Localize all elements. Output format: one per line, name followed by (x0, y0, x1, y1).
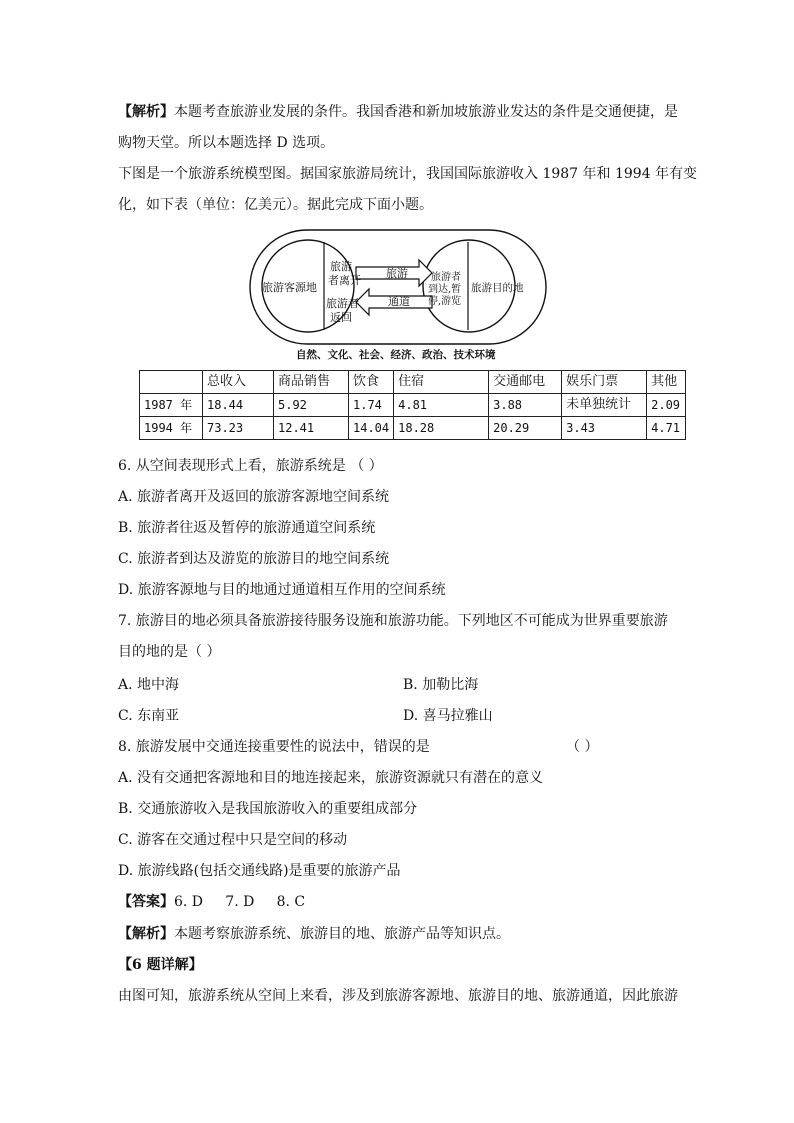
q6-option-a: A. 旅游者离开及返回的旅游客源地空间系统 (118, 489, 390, 505)
table-row (140, 394, 686, 417)
table-cell: 1987 年 (140, 394, 203, 417)
analysis-line-1 (118, 102, 680, 122)
table-row (140, 417, 686, 440)
q8-option-c: C. 游客在交通过程中只是空间的移动 (118, 832, 348, 848)
q8-option-d: D. 旅游线路(包括交通线路)是重要的旅游产品 (118, 863, 401, 879)
table-header-cell (140, 371, 203, 394)
detail6-text: 由图可知，旅游系统从空间上来看，涉及到旅游客源地、旅游目的地、旅游通道，因此旅游 (118, 988, 678, 1004)
intro-line-1: 下图是一个旅游系统模型图。据国家旅游局统计，我国国际旅游收入 1987 年和 1994 年有变 (118, 166, 698, 182)
q7-option-c: C. 东南亚 (118, 708, 180, 724)
channel-label-top: 旅游 (386, 267, 408, 280)
q7-stem-line-1: 7. 旅游目的地必须具备旅游接待服务设施和旅游功能。下列地区不可能成为世界重要旅游 (118, 613, 668, 629)
table-cell: 12.41 (274, 417, 349, 440)
table-cell: 3.43 (562, 417, 647, 440)
table-cell: 3.88 (489, 394, 562, 417)
environment-label: 自然、文化、社会、经济、政治、技术环境 (296, 349, 496, 361)
return-label-2: 返回 (330, 311, 352, 324)
table-header-row (140, 371, 686, 394)
arrive-label-2: 到达,暂 (428, 284, 462, 295)
analysis2-tag: 【解析】 (118, 926, 174, 942)
analysis-tag: 【解析】 (118, 104, 174, 120)
analysis2-text: 本题考察旅游系统、旅游目的地、旅游产品等知识点。 (174, 926, 510, 942)
q8-option-a: A. 没有交通把客源地和目的地连接起来，旅游资源就只有潜在的意义 (118, 770, 544, 786)
return-label-1: 旅游者 (326, 297, 359, 310)
arrive-label-1: 旅游者 (431, 272, 461, 283)
detail6-heading: 【6 题详解】 (118, 957, 203, 973)
table-cell: 4.71 (647, 417, 686, 440)
analysis2-line (118, 924, 680, 944)
table-cell: 14.04 (349, 417, 394, 440)
q6-option-c: C. 旅游者到达及游览的旅游目的地空间系统 (118, 551, 390, 567)
q8-stem: 8. 旅游发展中交通连接重要性的说法中，错误的是 (118, 739, 430, 755)
destination-label: 旅游目的地 (471, 282, 524, 294)
table-cell: 2.09 (647, 394, 686, 417)
table-header-cell: 其他 (647, 371, 686, 394)
table-cell: 20.29 (489, 417, 562, 440)
answer-line (118, 892, 680, 912)
q7-option-b: B. 加勒比海 (403, 677, 479, 693)
table-header-cell: 总收入 (203, 371, 274, 394)
q7-stem-line-2: 目的地的是（ ） (118, 644, 221, 660)
q6-stem: 6. 从空间表现形式上看，旅游系统是 （ ） (118, 458, 383, 474)
analysis-text-1: 本题考查旅游业发展的条件。我国香港和新加坡旅游业发达的条件是交通便捷，是 (174, 104, 678, 120)
table-header-cell: 住宿 (394, 371, 489, 394)
table-cell: 18.44 (203, 394, 274, 417)
table-cell: 5.92 (274, 394, 349, 417)
table-header-cell: 饮食 (349, 371, 394, 394)
table-cell: 未单独统计 (562, 394, 647, 417)
table-header-cell: 交通邮电 (489, 371, 562, 394)
depart-label-1: 旅游 (330, 260, 352, 273)
table-cell: 18.28 (394, 417, 489, 440)
table-cell: 73.23 (203, 417, 274, 440)
answer-text: 6. D 7. D 8. C (174, 894, 306, 910)
q6-option-d: D. 旅游客源地与目的地通过通道相互作用的空间系统 (118, 582, 446, 598)
channel-label-bottom: 通道 (388, 295, 410, 308)
q8-answer-paren: （ ） (566, 739, 599, 755)
arrive-label-3: 停,游览 (428, 296, 462, 307)
tourism-system-diagram (248, 228, 548, 364)
table-cell: 1994 年 (140, 417, 203, 440)
intro-line-2: 化，如下表（单位：亿美元）。据此完成下面小题。 (118, 197, 433, 213)
analysis-line-2: 购物天堂。所以本题选择 D 选项。 (118, 135, 335, 151)
revenue-table (139, 370, 686, 440)
q6-option-b: B. 旅游者往返及暂停的旅游通道空间系统 (118, 520, 376, 536)
table-cell: 4.81 (394, 394, 489, 417)
table-header-cell: 娱乐门票 (562, 371, 647, 394)
q7-option-d: D. 喜马拉雅山 (403, 708, 493, 724)
table-cell: 1.74 (349, 394, 394, 417)
table-header-cell: 商品销售 (274, 371, 349, 394)
q8-option-b: B. 交通旅游收入是我国旅游收入的重要组成部分 (118, 801, 418, 817)
answer-tag: 【答案】 (118, 894, 174, 910)
depart-label-2: 者离开 (328, 274, 361, 287)
q7-option-a: A. 地中海 (118, 677, 180, 693)
origin-label: 旅游客源地 (262, 281, 317, 294)
